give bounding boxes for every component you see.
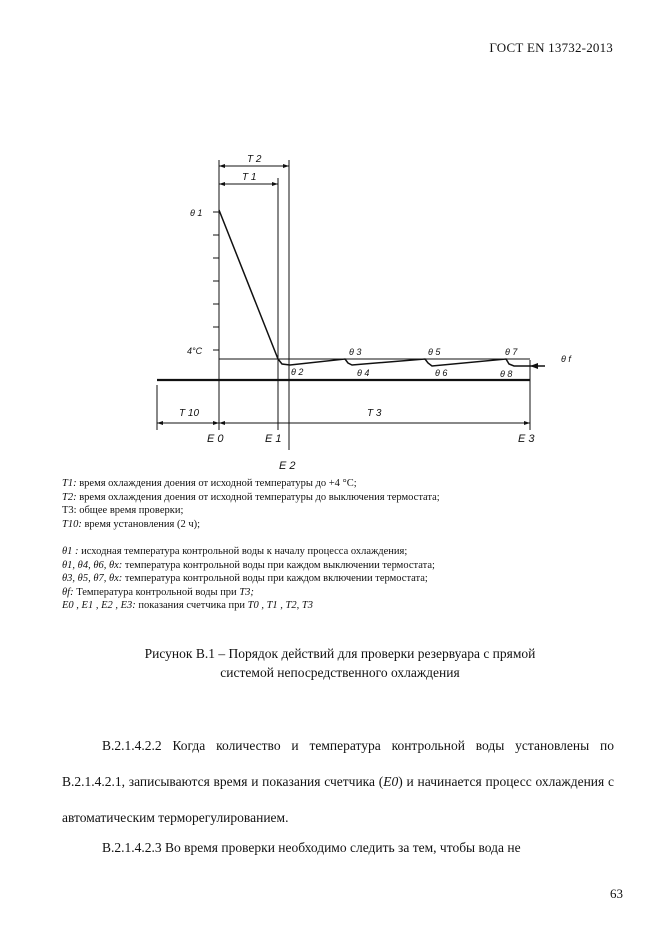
figure-legend xyxy=(62,477,622,613)
legend-row: T1: время охлаждения доения от исходной температуры до +4 °C; xyxy=(62,478,357,489)
label-e0: E 0 xyxy=(207,433,224,445)
legend-row: T2: время охлаждения доения от исходной температуры до выключения термостата; xyxy=(62,491,440,503)
document-code-header: ГОСТ EN 13732-2013 xyxy=(489,40,613,55)
label-t2: T 2 xyxy=(247,154,262,165)
legend-row: θ3, θ5, θ7, θx: температура контрольной воды при каждом включении термостата; xyxy=(62,573,428,584)
legend-row: E0 , E1 , E2 , E3: показания счетчика при T0 , T1 , T2, T3 xyxy=(62,600,313,611)
t1-arrow-left xyxy=(219,182,225,186)
paragraph-b21422: В.2.1.4.2.2 Когда количество и температура контрольной воды установлены по В.2.1.4.2.1, записываются время и показания счетчика (E0) и начинается процесс охлаждения с автоматическим терморегулированием. xyxy=(62,738,614,825)
label-t10: T 10 xyxy=(179,408,200,419)
label-e2: E 2 xyxy=(279,460,296,472)
label-theta2: θ 2 xyxy=(291,367,304,377)
label-theta3: θ 3 xyxy=(349,347,362,357)
legend-row: T3: общее время проверки; xyxy=(62,505,184,516)
legend-row: T10: время установления (2 ч); xyxy=(62,518,201,530)
page-number: 63 xyxy=(610,886,623,901)
label-theta7: θ 7 xyxy=(505,347,518,357)
label-theta1: θ 1 xyxy=(190,208,203,218)
label-t3: T 3 xyxy=(367,408,382,419)
label-theta4: θ 4 xyxy=(357,368,370,378)
label-t1: T 1 xyxy=(242,172,257,183)
legend-row: θ1 : исходная температура контрольной воды к началу процесса охлаждения; xyxy=(62,546,408,557)
label-4c: 4°C xyxy=(187,346,203,356)
label-e1: E 1 xyxy=(265,433,282,445)
legend-row: θf: Температура контрольной воды при T3; xyxy=(62,586,254,598)
figure-caption xyxy=(60,644,620,682)
t2-arrow-left xyxy=(219,164,225,168)
thetaf-arrow xyxy=(530,363,538,369)
label-thetaf: θ f xyxy=(561,354,571,364)
t1-arrow-right xyxy=(272,182,278,186)
caption-line-2: системой непосредственного охлаждения xyxy=(220,665,460,680)
caption-line-1: Рисунок В.1 – Порядок действий для проверки резервуара с прямой xyxy=(144,646,536,661)
label-theta8: θ 8 xyxy=(500,369,513,379)
cooling-curve xyxy=(219,210,545,366)
axis-ticks xyxy=(213,212,219,350)
t2-arrow-right xyxy=(283,164,289,168)
label-theta6: θ 6 xyxy=(435,368,448,378)
label-e3: E 3 xyxy=(518,433,535,445)
paragraph-b21423: В.2.1.4.2.3 Во время проверки необходимо следить за тем, чтобы вода не xyxy=(102,840,521,855)
legend-row: θ1, θ4, θ6, θx: температура контрольной воды при каждом выключении термостата; xyxy=(62,559,435,571)
label-theta5: θ 5 xyxy=(428,347,441,357)
